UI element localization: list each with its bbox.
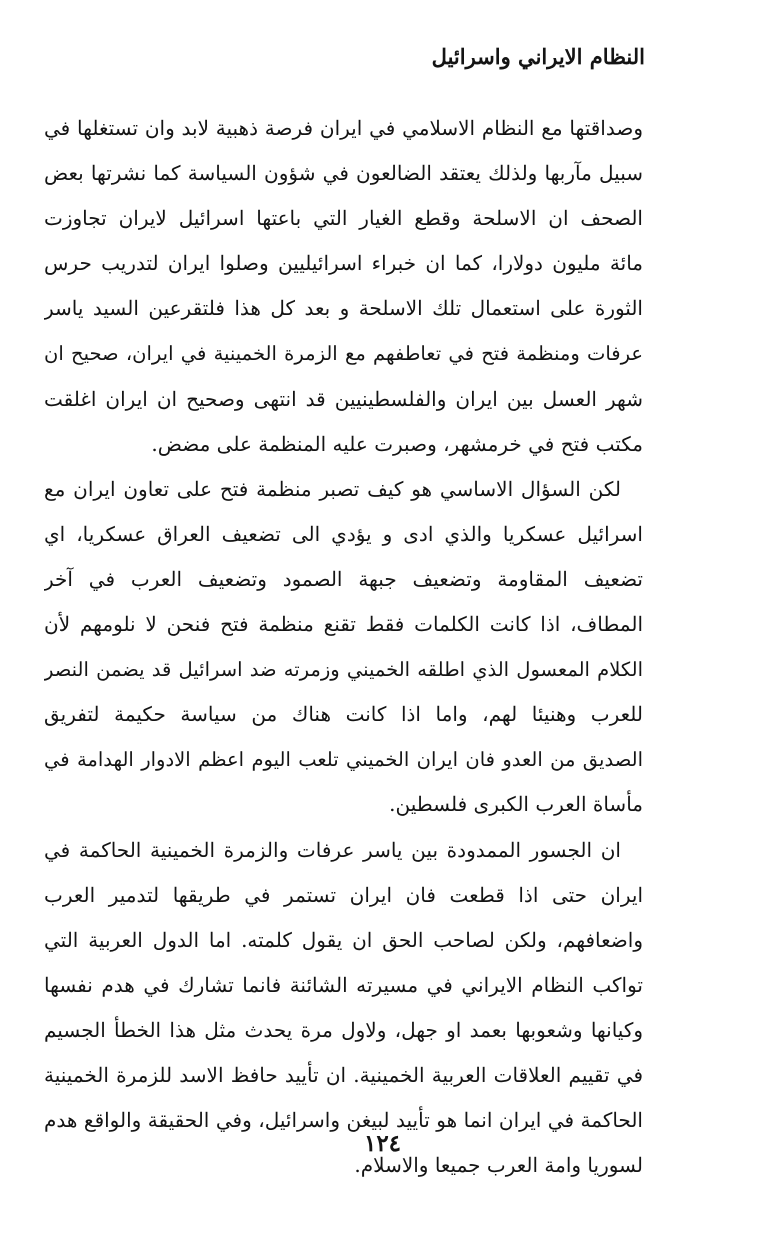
text-line: مأساة العرب الكبرى فلسطين. [389, 792, 643, 817]
running-head: النظام الايراني واسرائيل [431, 44, 645, 69]
text-line: الصحف ان الاسلحة وقطع الغيار التي باعتها اسرائيل لايران تجاوزت [44, 206, 643, 231]
text-line: لسوريا وامة العرب جميعا والاسلام. [354, 1153, 643, 1178]
text-line: سبيل مآربها ولذلك يعتقد الضالعون في شؤون السياسة كما نشرتها بعض [44, 161, 643, 186]
text-line: ان الجسور الممدودة بين ياسر عرفات والزمرة الخمينية الحاكمة في [44, 837, 621, 862]
text-line: ايران حتى اذا قطعت فان ايران تستمر في طريقها لتدمير العرب [44, 882, 643, 907]
text-line: الثورة على استعمال تلك الاسلحة و بعد كل هذا فلتقرعين السيد ياسر [44, 296, 643, 321]
text-line: لكن السؤال الاساسي هو كيف تصبر منظمة فتح على تعاون ايران مع [44, 476, 621, 501]
text-line: واضعافهم، ولكن لصاحب الحق ان يقول كلمته. اما الدول العربية التي [44, 927, 643, 952]
text-line: للعرب وهنيئا لهم، واما اذا كانت هناك من سياسة حكيمة لتفريق [44, 702, 643, 727]
text-line: مكتب فتح في خرمشهر، وصبرت عليه المنظمة على مضض. [151, 431, 643, 456]
text-line: الحاكمة في ايران انما هو تأييد لبيغن واسرائيل، وفي الحقيقة والواقع هدم [44, 1108, 643, 1133]
text-line: تواكب النظام الايراني في مسيرته الشائنة فانما تشارك في هدم نفسها [44, 972, 643, 997]
text-line: اسرائيل عسكريا والذي ادى و يؤدي الى تضعيف العراق عسكريا، اي [44, 521, 643, 546]
body-text [44, 106, 643, 1188]
text-line: الصديق من العدو فان ايران الخميني تلعب اليوم اعظم الادوار الهدامة في [44, 748, 643, 772]
text-line: مائة مليون دولارا، كما ان خبراء اسرائيليين وصلوا ايران لتدريب حرس [44, 251, 643, 276]
text-line: عرفات ومنظمة فتح في تعاطفهم مع الزمرة الخمينية في ايران، صحيح ان [44, 342, 643, 366]
text-line: المطاف، اذا كانت الكلمات فقط تقنع منظمة فتح فنحن لا نلومهم لأن [44, 612, 643, 637]
text-line: شهر العسل بين ايران والفلسطينيين قد انتهى وصحيح ان ايران اغلقت [44, 386, 643, 411]
text-line: تضعيف المقاومة وتضعيف جبهة الصمود وتضعيف العرب في آخر [44, 566, 643, 591]
text-line: في تقييم العلاقات العربية الخمينية. ان تأييد حافظ الاسد للزمرة الخمينية [44, 1062, 643, 1087]
text-line: الكلام المعسول الذي اطلقه الخميني وزمرته ضد اسرائيل قد يضمن النصر [44, 658, 643, 682]
text-line: وكيانها وشعوبها بعمد او جهل، ولاول مرة يحدث مثل هذا الخطأ الجسيم [44, 1017, 643, 1042]
page-number: ١٢٤ [363, 1130, 402, 1157]
text-line: وصداقتها مع النظام الاسلامي في ايران فرصة ذهبية لابد وان تستغلها في [44, 116, 643, 140]
